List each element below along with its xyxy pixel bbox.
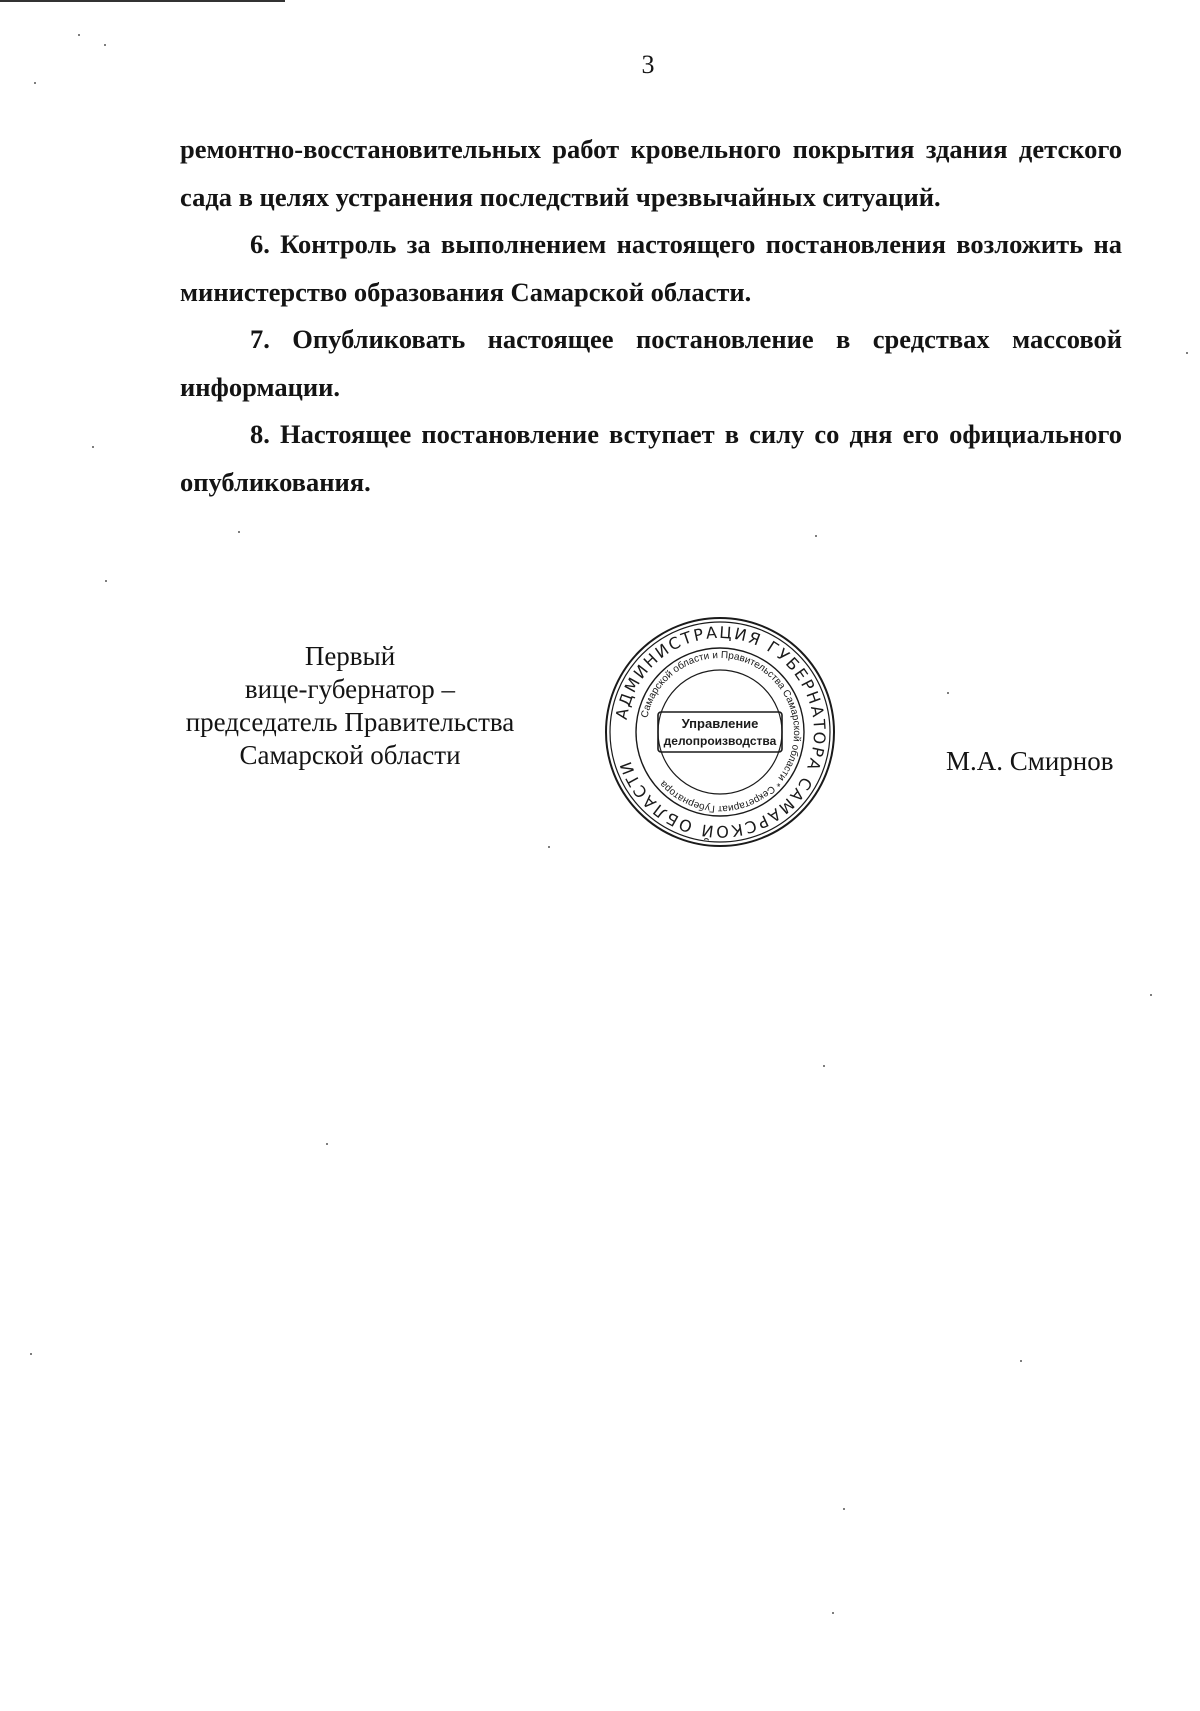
scan-speck [34, 82, 36, 84]
scan-speck [548, 846, 550, 848]
paragraph-item-7: 7. Опубликовать настоящее постановление в средствах массовой информации. [180, 324, 1122, 402]
body-text [180, 126, 1122, 506]
stamp-middle-ring [636, 648, 804, 816]
scan-speck [832, 1612, 834, 1614]
page-number: 3 [641, 50, 655, 79]
stamp-inner-text: Самарской области и Правительства Самарской области * Секретариат Губернатора [639, 649, 803, 815]
scan-speck [823, 1065, 825, 1067]
paragraph-continuation: ремонтно-восстановительных работ кровельного покрытия здания детского сада в целях устранения последствий чрезвычайных ситуаций. [180, 134, 1122, 212]
stamp-center-line1: Управление [681, 716, 759, 731]
stamp-inner-ring [658, 670, 782, 794]
stamp-outer-text: АДМИНИСТРАЦИЯ ГУБЕРНАТОРА САМАРСКОЙ ОБЛАСТИ [611, 622, 830, 842]
scan-speck [947, 692, 949, 694]
scan-edge-line [0, 0, 285, 2]
paragraph-item-6: 6. Контроль за выполнением настоящего постановления возложить на министерство образования Самарской области. [180, 229, 1122, 307]
scan-speck [815, 535, 817, 537]
scan-speck [238, 531, 240, 533]
signatory-title-line: председатель Правительства [185, 707, 515, 737]
scan-speck [1150, 994, 1152, 996]
signatory-name: М.А. Смирнов [946, 746, 1114, 776]
scan-speck [1020, 1360, 1022, 1362]
scan-speck [78, 34, 80, 36]
scan-speck [104, 44, 106, 46]
stamp-center-line2: делопроизводства [663, 734, 777, 748]
scan-speck [1186, 352, 1188, 354]
official-stamp [600, 612, 840, 852]
scan-speck [326, 1143, 328, 1145]
scan-speck [92, 446, 94, 448]
paragraph-item-8: 8. Настоящее постановление вступает в силу со дня его официального опубликования. [180, 419, 1122, 497]
scan-speck [843, 1508, 845, 1510]
signatory-title-line: Первый [304, 641, 396, 671]
signatory-title-line: вице-губернатор – [244, 674, 456, 704]
scan-speck [105, 580, 107, 582]
signatory-title [170, 640, 530, 772]
scan-speck [30, 1353, 32, 1355]
signatory-title-line: Самарской области [239, 740, 461, 770]
